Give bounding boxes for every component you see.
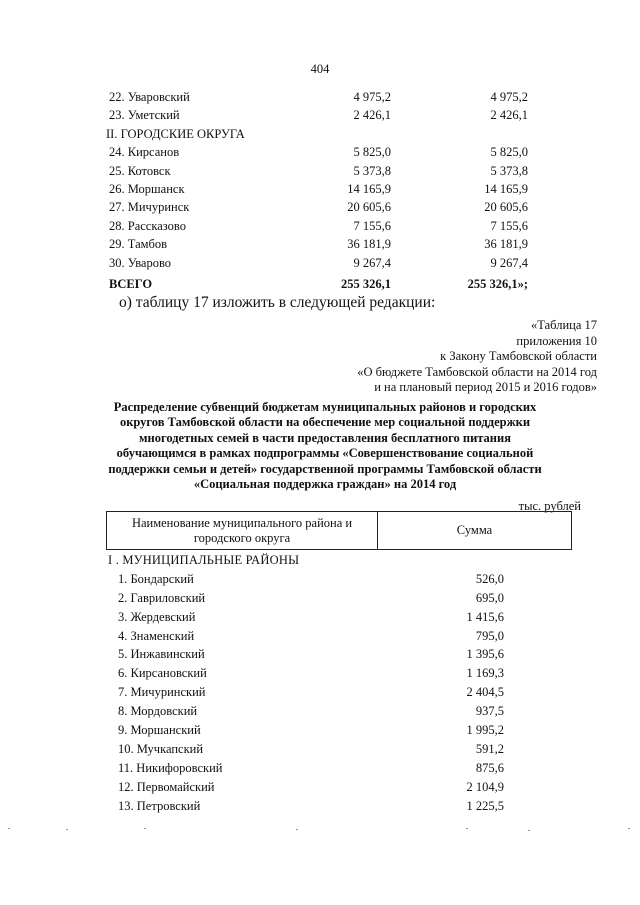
value-column-1: 2 426,1 <box>353 108 391 123</box>
district-name: 26. Моршанск <box>109 181 185 196</box>
subvention-table <box>106 551 570 815</box>
header-name-line: городского округа <box>193 530 291 545</box>
title-line: «Социальная поддержка граждан» на 2014 год <box>193 477 457 492</box>
district-sum: 2 404,5 <box>466 685 504 700</box>
scan-speck <box>144 828 146 829</box>
title-line: Распределение субвенций бюджетам муниципальных районов и городских <box>113 400 537 414</box>
table-row <box>106 198 576 216</box>
table-row <box>106 143 576 161</box>
attachment-line: к Закону Тамбовской области <box>440 349 597 364</box>
title-line: поддержки семьи и детей» государственной программы Тамбовской области <box>108 461 542 476</box>
district-name: 23. Уметский <box>109 108 180 123</box>
value-column-2: 14 165,9 <box>484 181 528 196</box>
section-heading-row <box>106 125 576 143</box>
district-sum: 1 395,6 <box>466 647 504 662</box>
district-name: 10. Мучкапский <box>118 741 204 756</box>
district-sum: 526,0 <box>475 571 504 586</box>
table-row <box>106 162 576 180</box>
district-name: 6. Кирсановский <box>118 666 207 681</box>
value-column-2: 2 426,1 <box>490 108 528 123</box>
scan-speck <box>466 828 468 829</box>
value-column-2: 36 181,9 <box>484 237 528 252</box>
value-column-1: 5 825,0 <box>353 145 391 160</box>
district-name: 8. Мордовский <box>118 704 198 719</box>
district-name: 13. Петровский <box>118 798 201 813</box>
value-column-1: 20 605,6 <box>347 200 391 215</box>
table-row <box>106 740 570 759</box>
value-column-1: 5 373,8 <box>353 163 391 178</box>
total-value-2: 255 326,1»; <box>467 276 528 291</box>
district-name: 9. Моршанский <box>118 723 201 738</box>
table-title <box>100 400 550 492</box>
table-row <box>106 180 576 198</box>
district-sum: 875,6 <box>475 760 504 775</box>
section-heading-row <box>106 551 570 570</box>
unit-label: тыс. рублей <box>518 499 581 513</box>
table-row <box>106 759 570 778</box>
value-column-2: 4 975,2 <box>490 90 528 104</box>
district-name: 4. Знаменский <box>118 628 195 643</box>
district-sum: 591,2 <box>475 741 504 756</box>
district-name: 22. Уваровский <box>109 90 190 104</box>
summary-table <box>106 88 576 293</box>
district-name: 12. Первомайский <box>118 779 215 794</box>
amendment-instruction: о) таблицу 17 изложить в следующей редакции: <box>119 294 436 311</box>
value-column-1: 36 181,9 <box>347 237 391 252</box>
page-number: 404 <box>310 62 330 76</box>
district-name: 7. Мичуринский <box>118 685 206 700</box>
table-row <box>106 589 570 608</box>
table-row <box>106 106 576 124</box>
value-column-2: 20 605,6 <box>484 200 528 215</box>
attachment-line: и на плановый период 2015 и 2016 годов» <box>374 380 597 395</box>
header-name-line: Наименование муниципального района и <box>131 515 353 530</box>
district-name: 25. Котовск <box>109 163 171 178</box>
table-row <box>106 683 570 702</box>
district-name: 27. Мичуринск <box>109 200 190 215</box>
table-row <box>106 797 570 816</box>
scan-speck <box>296 829 298 830</box>
table-row <box>106 645 570 664</box>
district-sum: 795,0 <box>475 628 504 643</box>
table-row <box>106 254 576 272</box>
table-row <box>106 217 576 235</box>
table-row <box>106 627 570 646</box>
total-value-1: 255 326,1 <box>341 276 391 291</box>
district-name: 24. Кирсанов <box>109 145 180 160</box>
attachment-reference <box>357 318 597 396</box>
district-sum: 1 415,6 <box>466 609 504 624</box>
value-column-1: 4 975,2 <box>353 90 391 104</box>
value-column-2: 5 373,8 <box>490 163 528 178</box>
district-name: 5. Инжавинский <box>118 647 205 662</box>
value-column-2: 9 267,4 <box>490 255 528 270</box>
district-sum: 1 225,5 <box>466 798 504 813</box>
district-name: 30. Уварово <box>109 255 172 270</box>
scan-artifacts <box>0 826 640 836</box>
district-sum: 937,5 <box>475 704 504 719</box>
scan-speck <box>628 828 630 829</box>
value-column-1: 14 165,9 <box>347 181 391 196</box>
value-column-1: 7 155,6 <box>353 218 391 233</box>
title-line: многодетных семей в части предоставления бесплатного питания <box>139 430 511 445</box>
title-line: округов Тамбовской области на обеспечение мер социальной поддержки <box>119 415 531 430</box>
table-row <box>106 778 570 797</box>
district-name: 1. Бондарский <box>118 571 194 586</box>
table-row <box>106 608 570 627</box>
scan-speck <box>66 829 68 830</box>
scan-speck <box>528 830 530 831</box>
district-name: 3. Жердевский <box>118 609 196 624</box>
section-heading: I . МУНИЦИПАЛЬНЫЕ РАЙОНЫ <box>108 553 300 567</box>
total-label: ВСЕГО <box>109 276 153 291</box>
district-sum: 1 995,2 <box>466 723 504 738</box>
district-sum: 1 169,3 <box>466 666 504 681</box>
scan-speck <box>8 828 10 829</box>
district-name: 29. Тамбов <box>109 237 168 252</box>
district-name: 11. Никифоровский <box>118 760 223 775</box>
table-row <box>106 664 570 683</box>
table-row <box>106 88 576 106</box>
value-column-2: 5 825,0 <box>490 145 528 160</box>
district-name: 2. Гавриловский <box>118 590 206 605</box>
district-name: 28. Рассказово <box>109 218 186 233</box>
district-sum: 2 104,9 <box>466 779 504 794</box>
table-row <box>106 235 576 253</box>
attachment-line: приложения 10 <box>516 333 597 348</box>
value-column-1: 9 267,4 <box>353 255 391 270</box>
value-column-2: 7 155,6 <box>490 218 528 233</box>
total-row <box>106 275 576 293</box>
table-header <box>106 511 572 550</box>
title-line: обучающимся в рамках подпрограммы «Совершенствование социальной <box>116 446 534 461</box>
attachment-line: «О бюджете Тамбовской области на 2014 год <box>357 364 597 379</box>
header-sum-column: Сумма <box>456 523 493 537</box>
section-heading: II. ГОРОДСКИЕ ОКРУГА <box>106 126 245 141</box>
table-row <box>106 702 570 721</box>
district-sum: 695,0 <box>475 590 504 605</box>
attachment-line: «Таблица 17 <box>531 318 597 332</box>
table-row <box>106 721 570 740</box>
table-row <box>106 570 570 589</box>
header-name-column <box>107 512 378 549</box>
